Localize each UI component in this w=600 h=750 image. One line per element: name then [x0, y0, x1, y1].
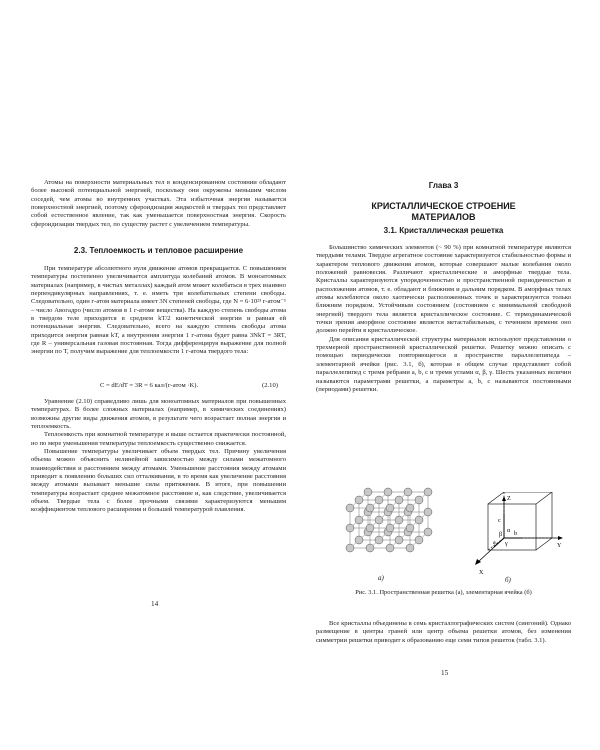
section-3-1-body-2 [316, 620, 571, 645]
lattice-atom [406, 504, 414, 512]
lattice-atom [346, 544, 354, 552]
figure-b-label: б) [505, 576, 511, 584]
lattice-atom [346, 504, 354, 512]
lattice-atom [364, 488, 372, 496]
lattice-atom [415, 516, 423, 524]
paragraph-3: Теплоемкость при комнатной температуре и выше остается практически постоянной, но по мере уменьшения температуры теплоемкость существенно снижается. [31, 431, 286, 447]
lattice-atom [395, 516, 403, 524]
section-title-3-1: 3.1. Кристаллическая решетка [383, 226, 504, 235]
label-c: c [498, 518, 501, 524]
lattice-atom [406, 524, 414, 532]
formula-number: (2.10) [262, 382, 278, 389]
section-3-1-body [316, 244, 571, 394]
lattice-atom [415, 496, 423, 504]
lattice-atom [424, 488, 432, 496]
lattice-atom [386, 544, 394, 552]
paragraph-1: Большинство химических элементов (~ 90 %) при комнатной температуре являются твердыми телами. Твердое агрегатное состояние характеризуется стабильностью формы и характером теплового движения атомов, которые совершают малые колебания около положений равновесия. Различают кристаллические и аморфные твердые тела. Кристаллы характеризуются упорядоченностью и пространственной периодичностью в расположении атомов, т. е. обладают и ближним и дальним порядком. В аморфных телах атомы колеблются около хаотически расположенных точек и характеризуются только ближним порядком. Устойчивым состоянием (состоянием с минимальной свободной энергией) твердого тела является кристаллическое состояние. С термодинамической точки зрения аморфное состояние является метастабильным, с течением времени оно должно перейти в кристаллическое. [316, 244, 571, 335]
figure-a-label: а) [378, 574, 384, 582]
label-beta: β [499, 532, 503, 538]
lattice-atom [375, 516, 383, 524]
label-y: Y [557, 543, 562, 549]
page-number-right: 15 [441, 669, 449, 677]
lattice-atom [395, 536, 403, 544]
lattice-atom [406, 544, 414, 552]
lattice-atom [375, 536, 383, 544]
chapter-title-line-2: МАТЕРИАЛОВ [411, 212, 476, 222]
lattice-atom [375, 496, 383, 504]
label-alpha: α [507, 528, 511, 534]
paragraph-1: При температуре абсолютного нуля движение атомов прекращается. С повышением температуры постепенно увеличивается амплитуда колебаний атомов. В моноатомных материалах (например, в чистых металлах) каждый атом может колебаться в трех взаимно перпендикулярных направлениях, т. е. иметь три колебательных степени свободы. Следовательно, один г-атом материала имеет 3N степеней свободы, где N = 6·10²³ г-атом⁻¹ – число Авогадро (число атомов в 1 г-атоме вещества). На каждую степень свободы атома в твердом теле приходится в среднем kT/2 кинетической энергии и равная ей потенциальная энергия. Следовательно, всего на каждую степень свободы атома приходится энергия равная kT, а внутренняя энергия 1 г-атома будет равна 3NkT = 3RT, где R – универсальная газовая постоянная. Тогда дифференцируя выражение для полной энергии по T, получим выражение для теплоемкости 1 г-атома твердого тела: [31, 265, 286, 356]
lattice-atom [355, 496, 363, 504]
section-2-3-body [31, 265, 286, 357]
paragraph-2: Для описания кристаллической структуры материалов используют представления о трехмерной пространственной кристаллической решетке. Решетку можно описать с помощью периодически повторяющегося в пространстве параллелепипеда – элементарной ячейки (рис. 3.1, б), которая в общем случае представляет собой параллелепипед с тремя ребрами a, b, c и тремя углами α, β, γ. Шесть указанных величин называются параметрами решетки, а параметры a, b, c называются постоянными (периодами) решетки. [316, 335, 571, 393]
intro-paragraph: Атомы на поверхности материальных тел в конденсированном состоянии обладают более высокой потенциальной энергией, поскольку они окружены меньшим числом соседей, чем атомы во внутренних участках. Эта избыточная энергия называется поверхностной энергией, поэтому сфероидизация жидкостей и твердых тел представляет собой естественное явление, так как уменьшается поверхностная энергия. Скорость сфероидизации твердых тел, по существу растет с увеличением температуры. [31, 179, 286, 228]
label-a: a [493, 540, 496, 546]
paragraph-2: Уравнение (2.10) справедливо лишь для моноатомных материалов при повышенных температурах. В более сложных материалах (например, в химических соединениях) возможны другие виды движения атомов, в результате чего возрастает полная энергия и теплоемкость. [31, 398, 286, 431]
formula-2-10: C = dE/dT = 3R = 6 кал/(г-атом ·K). [100, 382, 199, 389]
lattice-atom [386, 504, 394, 512]
lattice-atom [424, 528, 432, 536]
figure-caption: Рис. 3.1. Пространственная решетка (а), элементарная ячейка (б) [355, 589, 532, 596]
lattice-atom [395, 496, 403, 504]
lattice-atom [366, 504, 374, 512]
lattice-atom [386, 524, 394, 532]
unit-cell-figure [464, 492, 564, 582]
lattice-atom [424, 508, 432, 516]
chapter-title-line-1: КРИСТАЛЛИЧЕСКОЕ СТРОЕНИЕ [371, 201, 516, 211]
lattice-atom [346, 524, 354, 532]
lattice-atom [415, 536, 423, 544]
label-z: Z [507, 496, 511, 502]
intro-paragraph-block [31, 179, 286, 229]
lattice-atom [355, 516, 363, 524]
label-x: X [479, 570, 484, 576]
lattice-atom [366, 544, 374, 552]
paragraph-4: Повышение температуры увеличивает объем твердых тел. Причину увеличения объема можно объяснить нелинейной зависимостью между силами межатомного взаимодействия и расстоянием между атомами. Уменьшение расстояния между атомами приводит к появлению больших сил отталкивания, в то время как увеличение расстояния между атомами вызывает меньшие силы притяжения. В итоге, при повышении температуры возрастает среднее межатомное расстояние и, как следствие, увеличивается объем. Твердые тела с более прочными связями характеризуются меньшим коэффициентом теплового расширения и большей температурой плавления. [31, 448, 286, 514]
label-gamma: γ [505, 541, 508, 547]
section-2-3-body-2 [31, 398, 286, 515]
label-b: b [514, 531, 517, 537]
lattice-atom [404, 488, 412, 496]
lattice-atom [366, 524, 374, 532]
section-title-2-3: 2.3. Теплоемкость и тепловое расширение [73, 246, 244, 255]
lattice-atom [384, 488, 392, 496]
chapter-label: Глава 3 [428, 181, 459, 190]
lattice-figure [340, 466, 450, 566]
page-number-left: 14 [151, 600, 159, 608]
lattice-atom [355, 536, 363, 544]
paragraph-3: Все кристаллы объединены в семь кристаллографических систем (сингоний). Однако размещение в центры граней или центр объема решетки атомов, без изменения симметрии решетки приводит к образованию еще семи типов решеток (табл. 3.1). [316, 620, 571, 644]
